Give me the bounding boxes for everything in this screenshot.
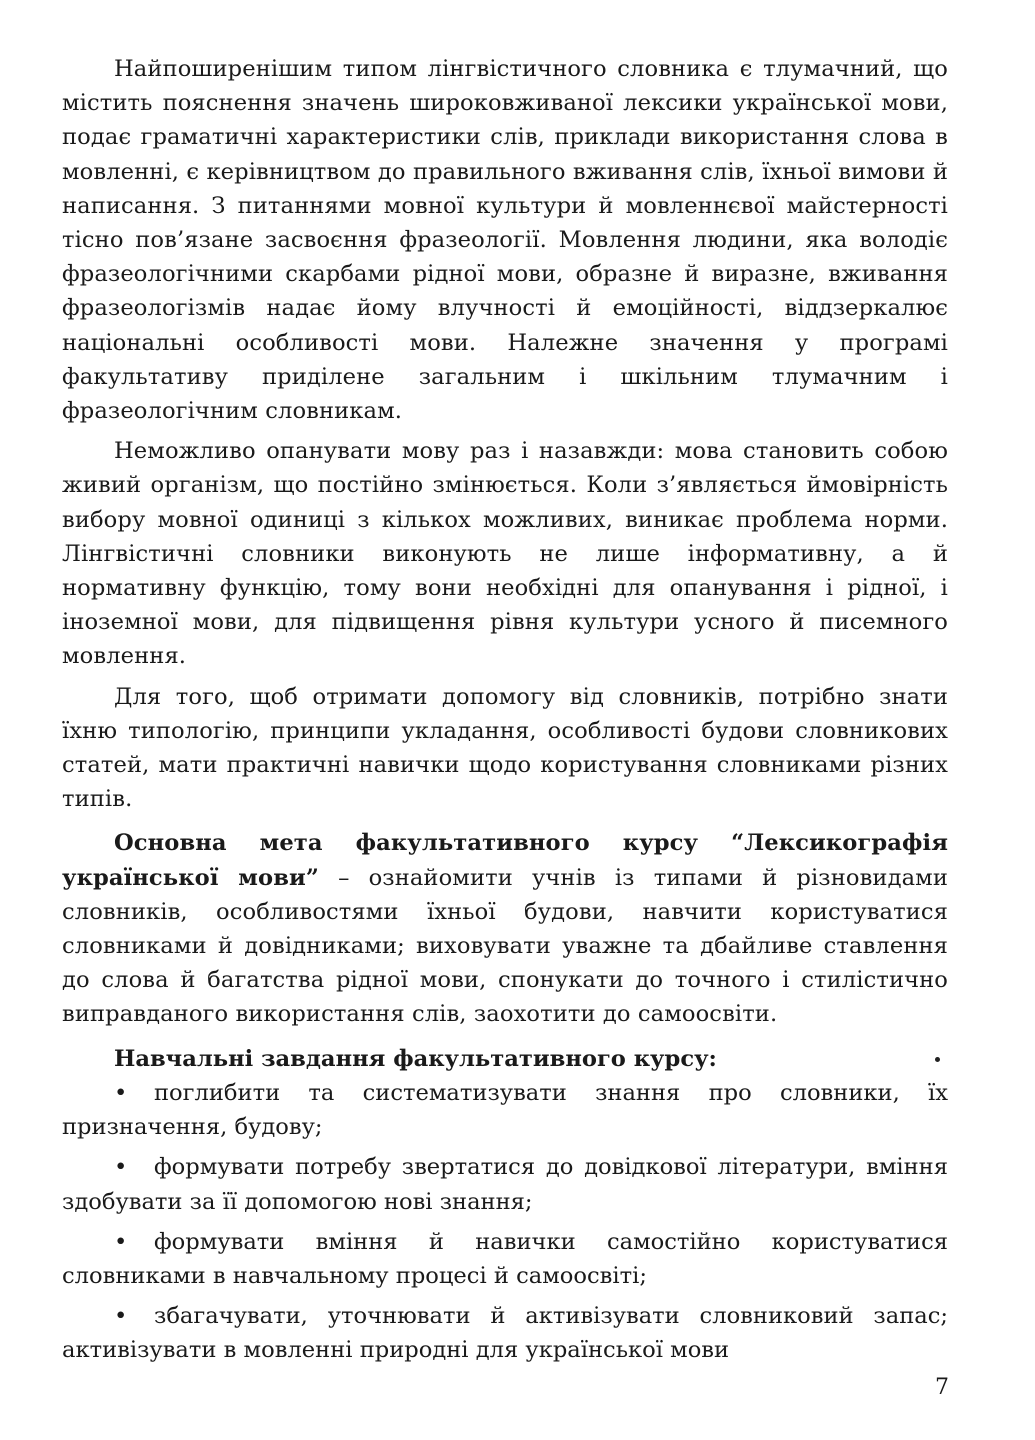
page-number: 7 [935,1375,949,1400]
paragraph-language-norm: Неможливо опанувати мову раз і назавжди: мова становить собою живий організм, що постійно змінюється. Коли з’являється ймовірність вибору мовної одиниці з кількох можливих, виникає проблема норми. Лінгвістичні словники виконують не лише інформативну, а й нормативну функцію, тому вони необхідні для опанування і рідної, і іноземної мови, для підвищення рівня культури усного й писемного мовлення. [62,438,948,670]
course-goal-lead: Основна мета факультативного курсу “Лексикографія української мови” [62,830,948,891]
tasks-list [62,1076,948,1368]
scan-speck [935,1057,940,1062]
list-item: • формувати вміння й навички самостійно користуватися словниками в навчальному процесі й самоосвіті; [62,1225,948,1293]
bullet-icon: • [114,1228,128,1255]
list-item: • формувати потребу звертатися до довідкової літератури, вміння здобувати за її допомогою нові знання; [62,1150,948,1218]
list-item: • поглибити та систематизувати знання про словники, їх призначення, будову; [62,1076,948,1144]
bullet-icon: • [114,1079,128,1106]
paragraph-dictionary-skills: Для того, щоб отримати допомогу від словників, потрібно знати їхню типологію, принципи укладання, особливості будови словникових статей, мати практичні навички щодо користування словниками різних типів. [62,683,948,813]
bullet-icon: • [114,1154,128,1181]
paragraph-explanatory-dictionary: Найпоширенішим типом лінгвістичного словника є тлумачний, що містить пояснення значень широковживаної лексики української мови, подає граматичні характеристики слів, приклади використання слова в мовленні, є керівництвом до правильного вживання слів, їхньої вимови й написання. З питаннями мовної культури й мовленнєвої майстерності тісно пов’язане засвоєння фразеології. Мовлення людини, яка володіє фразеологічними скарбами рідної мови, образне й виразне, вживання фразеологізмів надає йому влучності й емоційності, віддзеркалює національні особливості мови. Належне значення у програмі факультативу приділене загальним і шкільним тлумачним і фразеологічним словникам. [62,56,948,425]
tasks-heading: Навчальні завдання факультативного курсу: [114,1045,717,1072]
course-goal-text: – ознайомити учнів із типами й різновидами словників, особливостями їхньої будови, навчити користуватися словниками й довідниками; виховувати уважне та дбайливе ставлення до слова й багатства рідної мови, спонукати до точного і стилістично виправданого використання слів, заохотити до самоосвіти. [62,864,948,1028]
bullet-icon: • [114,1303,128,1330]
paragraph-course-goal [62,826,948,1031]
list-item: • збагачувати, уточнювати й активізувати словниковий запас; активізувати в мовленні природні для української мови [62,1299,948,1367]
page-content [62,52,948,1368]
